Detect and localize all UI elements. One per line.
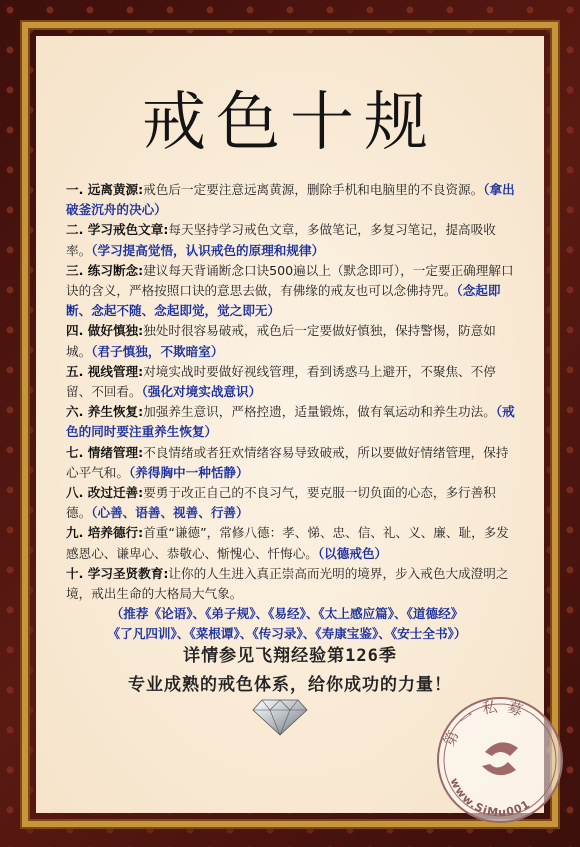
rule-item bbox=[66, 483, 516, 523]
rule-item bbox=[66, 523, 516, 563]
rule-item bbox=[66, 402, 516, 442]
rule-item bbox=[66, 261, 516, 322]
diamond-icon bbox=[252, 698, 308, 736]
rule-head: 九. 培养德行: bbox=[66, 525, 144, 541]
rule-head: 一. 远离黄源: bbox=[66, 182, 144, 197]
rule-body: 戒色后一定要注意远离黄源，删除手机和电脑里的不良资源。 bbox=[143, 182, 484, 197]
rule-head: 四. 做好慎独: bbox=[66, 323, 144, 339]
rule-body: 每天坚持学习戒色文章，多做笔记，多复习笔记，提高吸收率。 bbox=[66, 222, 496, 258]
rule-head: 八. 改过迁善: bbox=[66, 485, 144, 501]
rule-body: 首重“谦德”，常修八德：孝、悌、忠、信、礼、义、廉、耻，多发感恩心、谦卑心、恭敬心、惭愧心、忏悔心。 bbox=[66, 525, 509, 561]
rule-head: 十. 学习圣贤教育: bbox=[66, 565, 169, 581]
rule-body: 独处时很容易破戒，戒色后一定要做好慎独，保持警惕，防意如城。 bbox=[66, 323, 496, 359]
rule-body: 建议每天背诵断念口诀500遍以上（默念即可），一定要正确理解口诀的含义，严格按照口诀的意思去做，有佛缘的戒友也可以念佛持咒。 bbox=[66, 262, 514, 299]
rule-head: 六. 养生恢复: bbox=[66, 404, 144, 420]
rule-item bbox=[66, 321, 516, 361]
rule-item bbox=[66, 564, 516, 604]
rules-list bbox=[66, 180, 516, 645]
page-title: 戒色十规 bbox=[142, 86, 438, 160]
rule-highlight: （念起即断、念起不随、念起即觉，觉之即无） bbox=[66, 283, 501, 319]
rule-highlight: （学习提高觉悟，认识戒色的原理和规律） bbox=[91, 242, 325, 258]
svg-text:www.SiMu001: www.SiMu001 bbox=[447, 776, 533, 820]
footer-reference: 详情参见飞翔经验第126季 bbox=[183, 646, 397, 666]
rule-body: 加强养生意识，严格控遗，适量锻炼，做有氧运动和养生功法。 bbox=[143, 404, 496, 420]
rule-highlight: （君子慎独，不欺暗室） bbox=[91, 343, 224, 359]
rule-head: 二. 学习戒色文章: bbox=[66, 222, 169, 238]
rule-highlight: （拿出破釜沉舟的决心） bbox=[66, 182, 515, 218]
recommended-books-line-1: （推荐《论语》、《弟子规》、《易经》、《太上感应篇》、《道德经》 bbox=[110, 606, 464, 622]
rule-item bbox=[66, 362, 516, 402]
rule-item bbox=[66, 443, 516, 483]
rule-head: 五. 视线管理: bbox=[66, 363, 144, 379]
watermark-stamp-icon bbox=[430, 690, 570, 830]
rule-item bbox=[66, 180, 516, 220]
svg-text:第一私募: 第一私募 bbox=[439, 697, 533, 750]
recommended-books-line-2: 《了凡四训》、《菜根谭》、《传习录》、《寿康宝鉴》、《安士全书》） bbox=[107, 626, 467, 642]
footer-slogan: 专业成熟的戒色体系，给你成功的力量！ bbox=[128, 675, 452, 695]
rule-body: 要勇于改正自己的不良习气，要克服一切负面的心态，多行善积德。 bbox=[66, 485, 496, 521]
rule-item bbox=[66, 220, 516, 260]
rule-highlight: （戒色的同时要注重养生恢复） bbox=[66, 404, 515, 440]
rule-highlight: （养得胸中一种恬静） bbox=[128, 464, 249, 480]
rule-body: 让你的人生进入真正崇高而光明的境界，步入戒色大成澄明之境，戒出生命的大格局大气象。 bbox=[66, 565, 509, 602]
rule-body: 不良情绪或者狂欢情绪容易导致破戒，所以要做好情绪管理，保持心平气和。 bbox=[66, 444, 509, 480]
rule-highlight: （以德戒色） bbox=[317, 545, 388, 561]
rule-highlight: （心善、语善、视善、行善） bbox=[91, 505, 249, 521]
rule-head: 七. 情绪管理: bbox=[66, 444, 144, 460]
rule-highlight: （强化对境实战意识） bbox=[141, 384, 262, 400]
rule-head: 三. 练习断念: bbox=[66, 262, 144, 278]
rule-body: 对境实战时要做好视线管理，看到诱惑马上避开，不聚焦、不停留、不回看。 bbox=[66, 363, 496, 400]
